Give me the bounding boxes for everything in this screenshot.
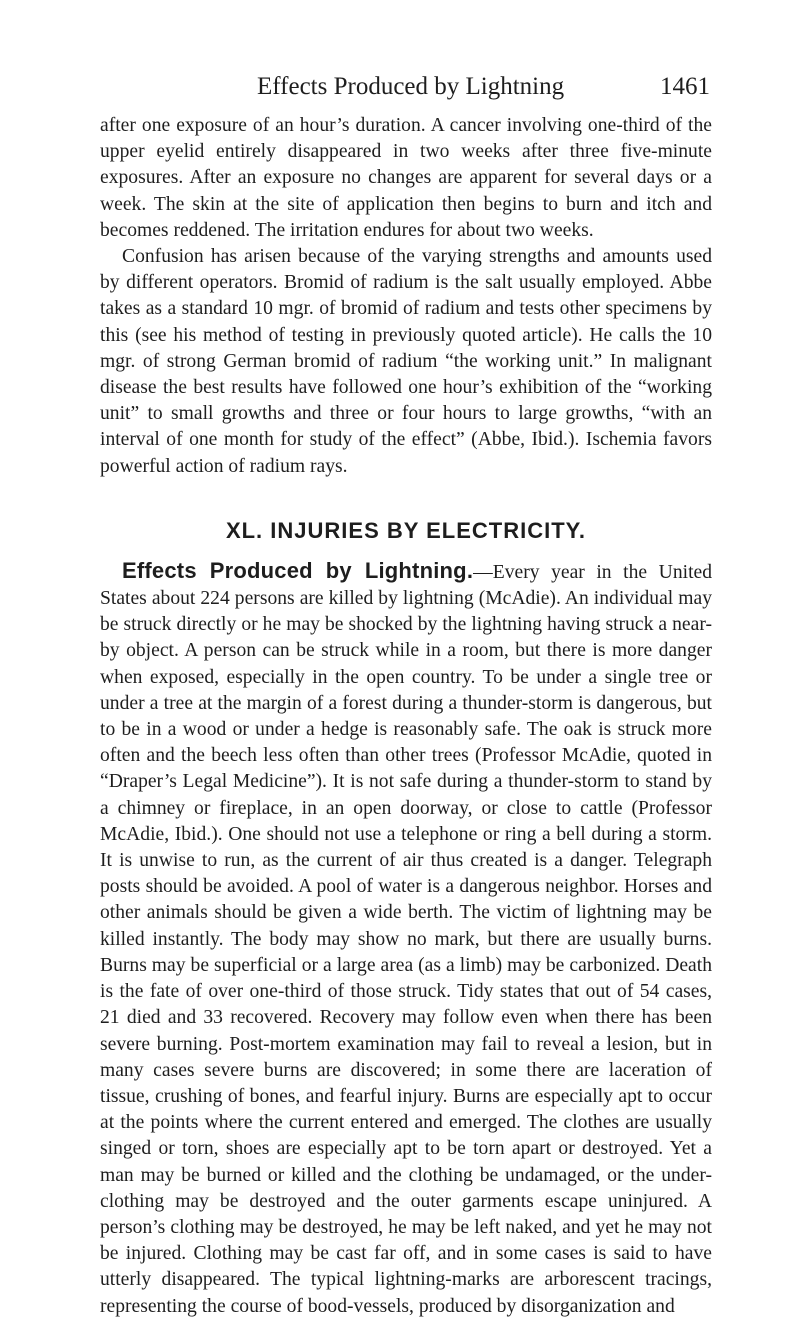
running-title: Effects Produced by Lightning: [257, 73, 565, 100]
paragraph-continuation: after one exposure of an hour’s duration. A cancer involving one-third of the upper eyelid entirely disappeared in two weeks after three five-minute exposures. After an exposure no changes are apparent for several days or a week. The skin at the site of application then begins to burn and itch and becomes reddened. The irritation endures for about two weeks.: [100, 115, 712, 241]
running-head: [100, 70, 710, 104]
paragraph-lightning: [100, 558, 712, 1320]
section-lead-heading: Effects Produced by Lightning.: [122, 557, 474, 583]
page-number: 1461: [660, 73, 710, 100]
body-text: [100, 113, 712, 1320]
section-lead-text: —Every year in the United States about 224 persons are killed by lightning (McAdie). An individual may be struck directly or he may be shocked by the lightning having struck a near-by object. A person can be struck while in a room, but there is more danger when exposed, especially in the open country. To be under a single tree or under a tree at the margin of a forest during a thunder-storm is dangerous, but to be in a wood or under a hedge is reasonably safe. The oak is struck more often and the beech less often than other trees (Professor McAdie, quoted in “Draper’s Legal Medicine”). It is not safe during a thunder-storm to stand by a chimney or fireplace, in an open doorway, or close to cattle (Professor McAdie, Ibid.). One should not use a telephone or ring a bell during a storm. It is unwise to run, as the current of air thus created is a danger. Telegraph posts should be avoided. A pool of water is a dangerous neighbor. Horses and other animals should be given a wide berth. The victim of lightning may be killed instantly. The body may show no mark, but there are usually burns. Burns may be superficial or a large area (as a limb) may be carbonized. Death is the fate of over one-third of those struck. Tidy states that out of 54 cases, 21 died and 33 recovered. Recovery may follow even when there has been severe burning. Post-mortem examination may fail to reveal a lesion, but in many cases severe burns are discovered; in some there are laceration of tissue, crushing of bones, and fearful injury. Burns are especially apt to occur at the points where the current entered and emerged. The clothes are usually singed or torn, shoes are especially apt to be torn apart or destroyed. Yet a man may be burned or killed and the clothing be undamaged, or the under-clothing may be destroyed and the outer garments escape uninjured. A person’s clothing may be destroyed, he may be left naked, and yet he may not be injured. Clothing may be cast far off, and in some cases is said to have utterly disappeared. The typical lightning-marks are arborescent tracings, representing the course of bood-vessels, produced by disorganization and: [100, 561, 713, 1317]
paragraph-radium-dosage: Confusion has arisen because of the varying strengths and amounts used by different operators. Bromid of radium is the salt usually employed. Abbe takes as a standard 10 mgr. of bromid of radium and tests other specimens by this (see his method of testing in previously quoted article). He calls the 10 mgr. of strong German bromid of radium “the working unit.” In malignant disease the best results have followed one hour’s exhibition of the “working unit” to small growths and three or four hours to large growths, “with an interval of one month for study of the effect” (Abbe, Ibid.). Ischemia favors powerful action of radium rays.: [100, 246, 712, 477]
chapter-heading: XL. INJURIES BY ELECTRICITY.: [225, 517, 587, 543]
